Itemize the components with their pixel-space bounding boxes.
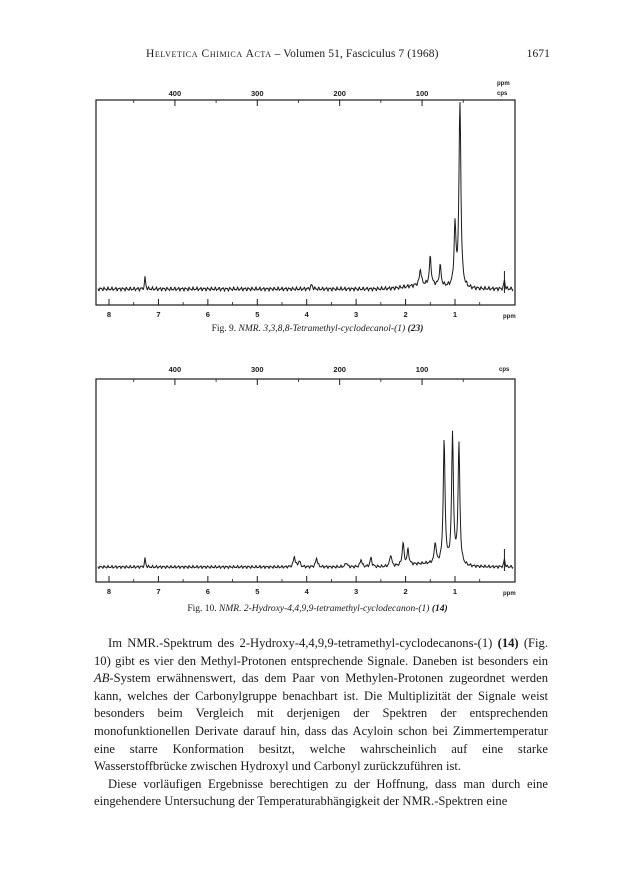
nmr-spectrum-figure-9 [0, 70, 635, 320]
paragraph-1-part-a: Im NMR.-Spektrum des 2-Hydroxy-4,4,9,9-tetramethyl-cyclodecanons-(1) [108, 636, 498, 650]
ppm-tick-label: 4 [304, 587, 309, 596]
cps-tick-label: 200 [333, 365, 346, 374]
caption-compound-number: (14) [431, 604, 448, 614]
ab-system-label: AB [94, 671, 110, 686]
ppm-tick-label: 5 [255, 587, 260, 596]
spectrum-trace [98, 102, 513, 291]
ppm-tick-label: 5 [255, 310, 260, 319]
cps-tick-label: 200 [333, 89, 346, 98]
paragraph-2: Diese vorläufigen Ergebnisse berechtigen zu der Hoffnung, dass man durch eine eingehendere Untersuchung der Temperaturabhängigkeit der NMR.-Spektren eine [94, 776, 548, 809]
caption-title: NMR. 2-Hydroxy-4,4,9,9-tetramethyl-cyclodecanon-(1) [219, 604, 430, 614]
ppm-tick-label: 8 [106, 587, 112, 596]
paragraph-1 [94, 635, 548, 776]
ppm-unit-label: ppm [503, 314, 516, 320]
ppm-tick-label: 4 [304, 310, 309, 319]
ppm-tick-label: 1 [452, 310, 458, 319]
cps-tick-label: 300 [251, 365, 264, 374]
compound-number: (14) [497, 636, 519, 650]
cps-tick-label: 400 [168, 89, 182, 98]
ppm-tick-label: 2 [403, 587, 408, 596]
ppm-tick-label: 6 [205, 587, 210, 596]
top-unit-ppm: ppm [497, 81, 510, 87]
ppm-tick-label: 7 [156, 310, 161, 319]
paragraph-1-part-c: (Fig. 10) gibt es vier den Methyl-Protonen entsprechende Signale. Daneben ist besonders ein [94, 636, 548, 668]
caption-compound-number: (23) [407, 324, 424, 334]
ppm-tick-label: 8 [106, 310, 112, 319]
cps-tick-label: 100 [415, 89, 429, 98]
caption-fig-label: Fig. 9. [211, 324, 237, 334]
ppm-tick-label: 2 [403, 310, 408, 319]
top-unit-cps: cps [497, 91, 508, 97]
journal-name: Helvetica Chimica Acta [146, 48, 272, 60]
journal-line [146, 48, 439, 60]
ppm-tick-label: 7 [156, 587, 161, 596]
caption-title: NMR. 3,3,8,8-Tetramethyl-cyclodecanol-(1) [238, 324, 406, 334]
ppm-tick-label: 3 [354, 587, 359, 596]
cps-tick-label: 400 [168, 365, 182, 374]
cps-tick-label: 100 [415, 365, 429, 374]
ppm-unit-label: ppm [503, 591, 516, 597]
ppm-tick-label: 3 [354, 310, 359, 319]
running-header [96, 48, 550, 66]
figure-10-caption [0, 604, 635, 614]
caption-fig-label: Fig. 10. [187, 604, 217, 614]
paragraph-1-part-d: -System erwähnenswert, das dem Paar von Methylen-Protonen zugeordnet werden kann, welches der Carbonylgruppe benachbart ist. Die Multiplizität der Signale weist besonders beim Vergleich mit derjenigen der Spektren der entsprechenden monofunktionellen Derivate darauf hin, dass das Acyloin schon bei Zimmertemperatur eine starre Konformation besitzt, welche wahrscheinlich auf eine starke Wasserstoffbrücke zwischen Hydroxyl und Carbonyl zurückzuführen ist. [94, 671, 548, 774]
figure-9-caption [0, 324, 635, 334]
journal-volume: – Volumen 51, Fasciculus 7 (1968) [271, 48, 439, 60]
top-unit-cps: cps [499, 367, 510, 373]
nmr-spectrum-figure-10 [0, 360, 635, 610]
ppm-tick-label: 1 [452, 587, 458, 596]
spectrum-trace [98, 431, 513, 569]
ppm-tick-label: 6 [205, 310, 210, 319]
cps-tick-label: 300 [251, 89, 264, 98]
body-text [94, 635, 548, 811]
page-number: 1671 [526, 48, 550, 60]
